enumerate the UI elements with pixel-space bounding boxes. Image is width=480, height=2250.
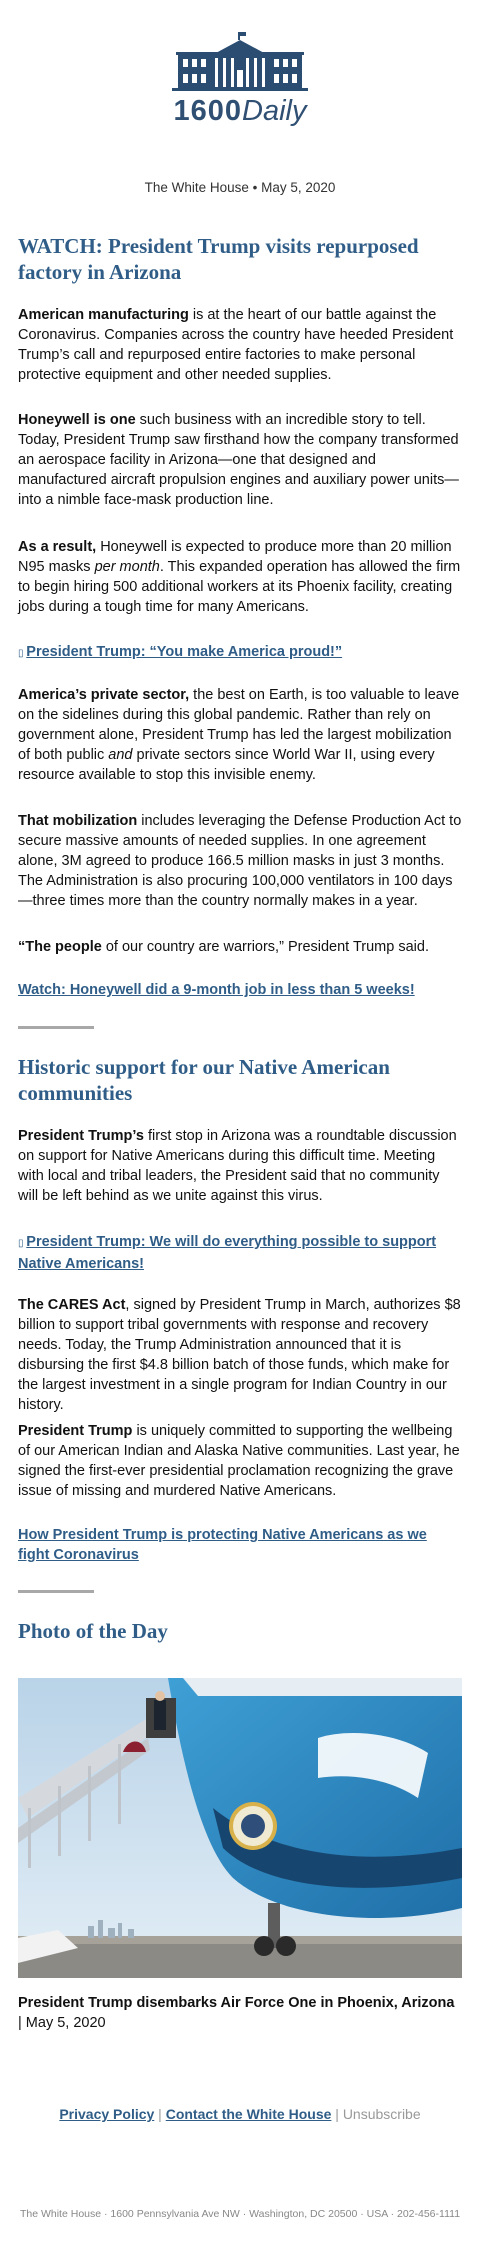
body-text: first stop in Arizona was a roundtable discussion on support for Native Americans during this difficult time. Meeting with local and tribal leaders, the President said that no community will be left behind as we unite against this virus. [18,1128,457,1204]
lead-text: America’s private sector, [18,687,190,703]
section-title: Historic support for our Native American communities [18,1055,390,1105]
separator: | [331,2106,343,2122]
section-factory [18,233,462,285]
divider [18,1026,94,1029]
paragraph [18,937,462,957]
section-photo-of-the-day [18,1618,462,1644]
link-row [18,1525,462,1565]
separator: | [154,2106,166,2122]
caption-date: | May 5, 2020 [18,2015,106,2031]
link-protecting-native-americans[interactable]: How President Trump is protecting Native Americans as we fight Coronavirus [18,1527,427,1563]
body-text: private sectors since World War II, using every resource available to stop this invisible enemy. [18,747,435,783]
paragraph [18,410,462,510]
body-text: of our country are warriors,” President Trump said. [101,939,429,955]
lead-text: The CARES Act [18,1297,126,1313]
section-title: WATCH: President Trump visits repurposed factory in Arizona [18,234,419,284]
body-text: the best on Earth, is too valuable to leave on the sidelines during this global pandemic. Rather than rely on government alone, President Trump has led the largest mobilization of both public [18,687,460,763]
section-native-american [18,1054,462,1106]
footer-address: The White House · 1600 Pennsylvania Ave NW · Washington, DC 20500 · USA · 202-456-1111 [19,2208,461,2220]
lead-text: American manufacturing [18,307,189,323]
body-text: is uniquely committed to supporting the wellbeing of our American Indian and Alaska Native communities. Last year, he signed the first-ever presidential proclamation recognizing the grave issue of missing and murdered Native Americans. [18,1423,460,1499]
lead-text: As a result, [18,539,97,555]
photo-caption [18,1993,462,2033]
body-text: Honeywell is expected to produce more than 20 million N95 masks [18,539,452,575]
section-title: Photo of the Day [18,1619,168,1643]
unsubscribe-link[interactable]: Unsubscribe [342,2106,421,2122]
logo[interactable] [0,30,480,128]
body-text: such business with an incredible story to tell. Today, President Trump saw firsthand how the company transformed an aerospace facility in Arizona—one that designed and manufactured aircraft propulsion engines and auxiliary power units—into a nimble face-mask production line. [18,412,459,508]
body-text: . This expanded operation has allowed the firm to begin hiring 500 additional workers at its Phoenix facility, creating jobs during a tough time for many Americans. [18,559,461,615]
link-row [18,1232,462,1274]
brand-name [0,94,480,128]
brand-word: Daily [242,95,307,127]
lead-text: That mobilization [18,813,138,829]
paragraph [18,305,462,385]
lead-text: President Trump’s [18,1128,144,1144]
paragraph [18,1421,462,1501]
divider [18,1590,94,1593]
link-honeywell-video[interactable]: Watch: Honeywell did a 9-month job in less than 5 weeks! [18,982,415,998]
link-row [18,980,462,1000]
emphasis-text: and [108,747,133,763]
photo-air-force-one[interactable] [18,1678,462,1978]
paragraph [18,1295,462,1415]
play-icon: ▯ [18,648,27,659]
link-row [18,642,462,664]
paragraph [18,1126,462,1206]
link-support-native-americans[interactable]: President Trump: We will do everything possible to support Native Americans! [18,1234,437,1272]
footer-links [0,2106,480,2122]
emphasis-text: per month [94,559,160,575]
paragraph [18,811,462,911]
lead-text: “The people [18,939,102,955]
brand-number: 1600 [173,95,243,127]
body-text: includes leveraging the Defense Production Act to secure massive amounts of needed supplies. In one agreement alone, 3M agreed to produce 166.5 million masks in just 3 months. The Administration is also procuring 100,000 ventilators in 100 days—three times more than the country normally makes in a year. [18,813,462,909]
play-icon: ▯ [18,1238,27,1249]
paragraph [18,685,462,785]
photo-image [18,1678,462,1978]
link-you-make-america-proud[interactable]: President Trump: “You make America proud!” [26,644,343,660]
dateline: The White House • May 5, 2020 [144,180,336,195]
white-house-icon [170,30,310,92]
paragraph [18,537,462,617]
caption-lead: President Trump disembarks Air Force One in Phoenix, Arizona [18,1995,455,2011]
lead-text: Honeywell is one [18,412,136,428]
contact-link[interactable]: Contact the White House [165,2106,332,2122]
body-text: , signed by President Trump in March, authorizes $8 billion to support tribal governments with response and recovery needs. Today, the Trump Administration announced that it is disbursing the first $4.8 billion batch of those funds, which make for the largest investment in a single program for Indian Country in our history. [18,1297,461,1413]
lead-text: President Trump [18,1423,133,1439]
body-text: is at the heart of our battle against the Coronavirus. Companies across the country have heeded President Trump’s call and repurposed entire factories to make personal protective equipment and other needed supplies. [18,307,454,383]
privacy-policy-link[interactable]: Privacy Policy [59,2106,155,2122]
